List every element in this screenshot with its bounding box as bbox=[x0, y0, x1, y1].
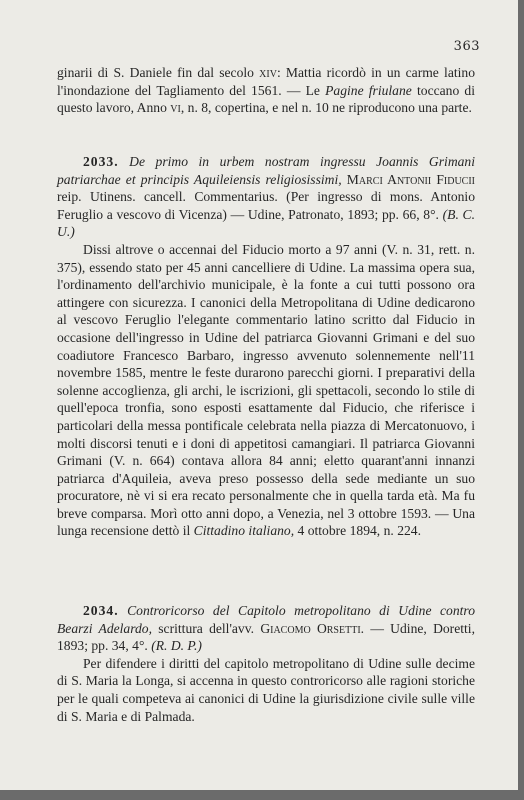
entry-2033-body bbox=[57, 241, 475, 540]
entry-2033 bbox=[57, 153, 475, 540]
opening-text-c: toccano di questo lavoro, Anno bbox=[57, 82, 476, 116]
opening-text-b: : Mattia ricordò in un carme latino l'inondazione del Tagliamento del 1561. — Le bbox=[57, 65, 476, 98]
entry-2034-source: (R. D. P.) bbox=[151, 638, 202, 654]
entry-2033-author: Marci Antonii Fiducii bbox=[346, 171, 475, 187]
opening-text-d: , n. 8, copertina, e nel n. 10 ne riproducono una parte. bbox=[180, 100, 472, 116]
entry-2034-number: 2034. bbox=[83, 603, 119, 618]
opening-century: xiv bbox=[259, 65, 277, 80]
entry-2033-number: 2033. bbox=[83, 154, 119, 169]
entry-2033-review-date: 4 ottobre 1894, n. 224. bbox=[297, 523, 421, 539]
entry-2034-body: Per difendere i diritti del capitolo metropolitano di Udine sulle decime di S. Maria la Longa, si accenna in questo controricorso alle ragioni storiche per le quali competeva ai canonici di Udine la giurisdizione civile sulle ville di S. Maria e di Palmada. bbox=[57, 655, 475, 724]
entry-2033-heading bbox=[57, 153, 475, 241]
entry-2034-author-prefix: scrittura dell'avv. bbox=[158, 620, 255, 636]
entry-2034-heading bbox=[57, 602, 475, 655]
entry-2033-source: (B. C. U.) bbox=[57, 206, 475, 240]
entry-2033-body-text: Dissi altrove o accennai del Fiducio morto a 97 anni (V. n. 31, rett. n. 375), essendo stato per 45 anni cancelliere di Udine. La massima opera sua, l'ordinamento dell'archivio municipale, è la fonte a cui tutti possono ora attingere con sicurezza. I canonici della Metropolitana di Udine dedicarono al vescovo Feruglio l'elegante commentario latino scritto dal Fiducio in occasione dell'ingresso in Udine del patriarca Giovanni Grimani e del suo coadiutore Francesco Barbaro, ingresso avvenuto solennemente nell'11 novembre 1585, mentre le feste durarono parecchi giorni. I preparativi della solenne accoglienza, gli archi, le iscrizioni, gli spettacoli, secondo lo stile di quell'epoca tronfia, sono esposti esattamente dal Fiducio, che riferisce i particolari della messa pontificale celebrata nella piazza di Mercatonuovo, i molti discorsi tenuti e i doni di appetitosi camangiari. Il patriarca Giovanni Grimani (V. n. 664) contava allora 84 anni; eletto quarant'anni innanzi patriarca d'Aquileia, aveva preso possesso della sede mediante un suo procuratore, nè vi si era recato personalmente che in quella tarda età. Ma fu breve comparsa. Morì otto anni dopo, a Venezia, nel 3 ottobre 1593. — Una lunga recensione dettò il bbox=[57, 241, 475, 539]
continued-paragraph bbox=[57, 64, 475, 117]
opening-text-a: ginarii di S. Daniele fin dal secolo bbox=[57, 65, 260, 80]
entry-2034 bbox=[57, 602, 475, 725]
opening-year-numeral: vi bbox=[170, 100, 181, 116]
entry-2033-title: De primo in urbem nostram ingressu Joannis Grimani patriarchae et principis Aquileiensis religiosissimi, bbox=[57, 154, 476, 187]
entry-2034-author: Giacomo Orsetti. bbox=[260, 620, 365, 636]
opening-journal-title: Pagine friulane bbox=[325, 82, 412, 98]
entry-2033-publication: reip. Utinens. cancell. Commentarius. (Per ingresso di mons. Antonio Feruglio a vescovo di Vicenza) — Udine, Patronato, 1893; pp. 66, 8°. bbox=[57, 189, 475, 222]
entry-2034-title: Controricorso del Capitolo metropolitano di Udine contro Bearzi Adelardo, bbox=[57, 603, 475, 636]
page-number: 363 bbox=[453, 39, 480, 54]
entry-2034-publication: — Udine, Doretti, 1893; pp. 34, 4°. bbox=[57, 620, 475, 654]
entry-2033-review-journal: Cittadino italiano, bbox=[193, 523, 295, 539]
